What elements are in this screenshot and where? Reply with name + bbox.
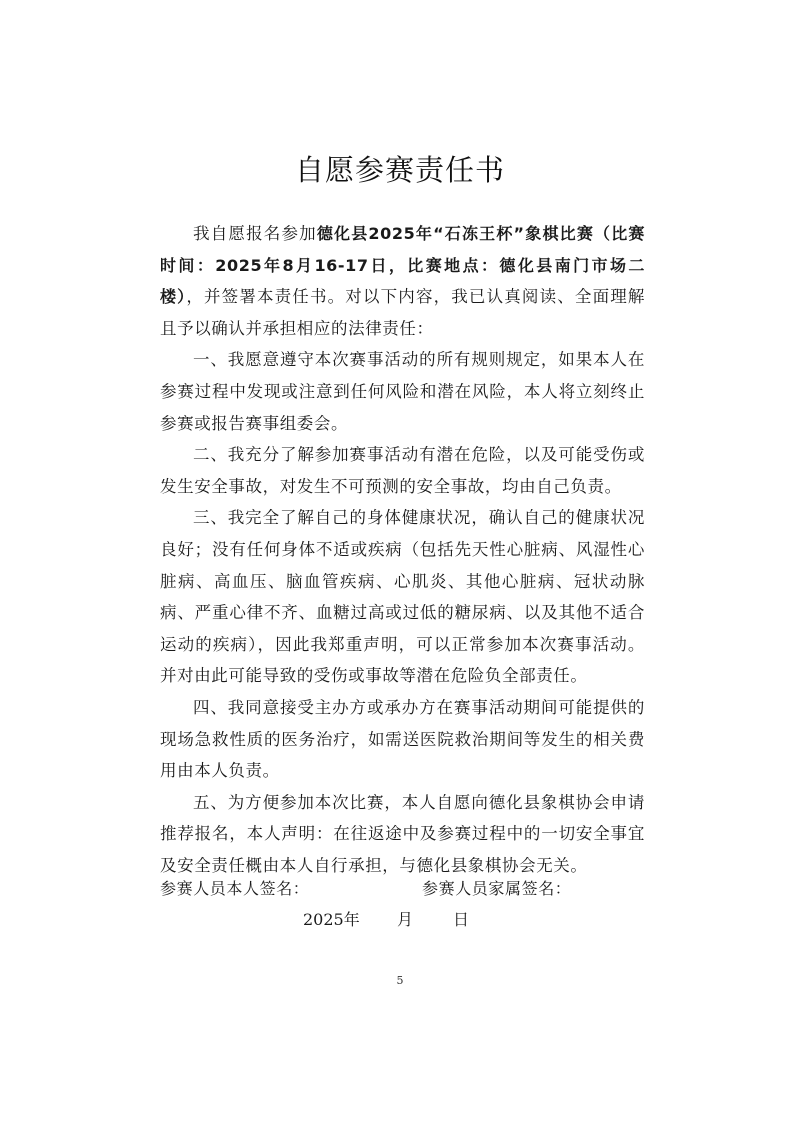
clause-1: 一、我愿意遵守本次赛事活动的所有规则规定，如果本人在参赛过程中发现或注意到任何风险和潜在风险，本人将立刻终止参赛或报告赛事组委会。	[160, 350, 645, 433]
participant-signature-label: 参赛人员本人签名：	[160, 879, 310, 898]
family-signature-label: 参赛人员家属签名：	[422, 879, 572, 898]
date-day: 日	[453, 910, 470, 929]
date-year: 2025年	[303, 910, 360, 929]
clause-2: 二、我充分了解参加赛事活动有潜在危险，以及可能受伤或发生安全事故，对发生不可预测的安全事故，均由自己负责。	[160, 445, 645, 496]
clause-4: 四、我同意接受主办方或承办方在赛事活动期间可能提供的现场急救性质的医务治疗，如需送医院救治期间等发生的相关费用由本人负责。	[160, 697, 645, 781]
intro-paragraph	[160, 218, 645, 344]
page-number: 5	[396, 974, 404, 987]
intro-prefix: 我自愿报名参加	[193, 224, 317, 243]
intro-event-details: 德化县2025年“石冻王杯”象棋比赛（比赛时间：2025年8月16-17日，比赛地点：德化县南门市场二楼）	[160, 224, 645, 307]
document-title: 自愿参赛责任书	[294, 153, 505, 187]
clause-5: 五、为方便参加本次比赛，本人自愿向德化县象棋协会申请推荐报名，本人声明：在往返途中及参赛过程中的一切安全事宜及安全责任概由本人自行承担，与德化县象棋协会无关。	[160, 792, 645, 875]
signature-date	[303, 907, 503, 931]
signature-row	[160, 876, 645, 900]
intro-suffix: ，并签署本责任书。对以下内容，我已认真阅读、全面理解且予以确认并承担相应的法律责任：	[160, 287, 645, 338]
clause-3: 三、我完全了解自己的身体健康状况，确认自己的健康状况良好；没有任何身体不适或疾病（包括先天性心脏病、风湿性心脏病、高血压、脑血管疾病、心肌炎、其他心脏病、冠状动脉病、严重心律不齐、血糖过高或过低的糖尿病、以及其他不适合运动的疾病），因此我郑重声明，可以正常参加本次赛事活动。并对由此可能导致的受伤或事故等潜在危险负全部责任。	[160, 508, 645, 686]
document-body	[160, 218, 645, 881]
date-month: 月	[397, 910, 414, 929]
